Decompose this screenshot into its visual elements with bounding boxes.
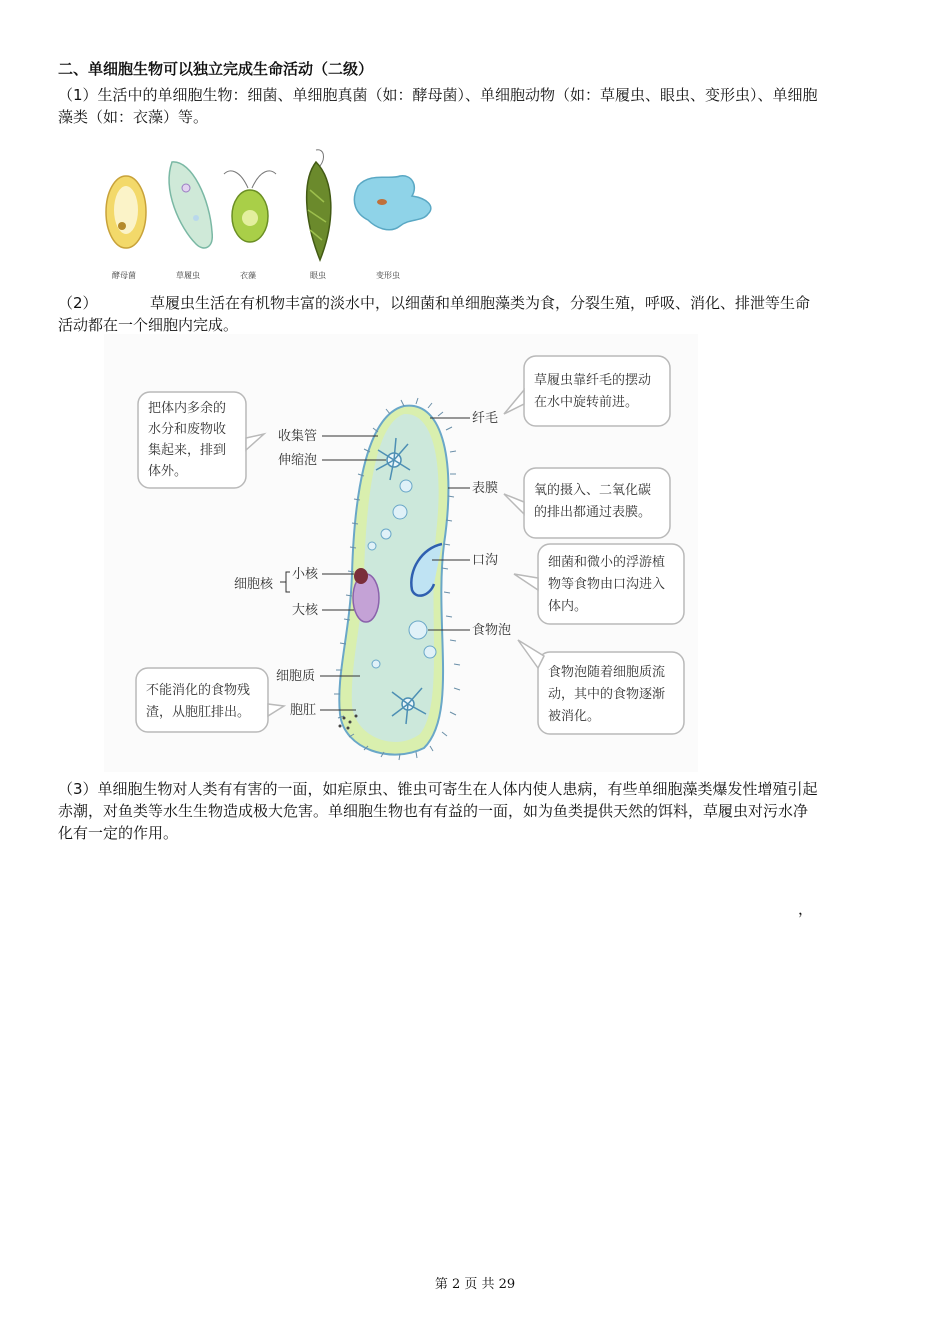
label-membrane: 表膜 bbox=[472, 481, 499, 496]
caption-amoeba: 变形虫 bbox=[376, 271, 400, 280]
bubble-undigested bbox=[136, 668, 268, 732]
page-footer: 第 2 页 共 29 bbox=[434, 1277, 516, 1292]
bubble-cilia bbox=[524, 356, 670, 426]
chlamydomonas-illustration bbox=[224, 171, 276, 242]
bubble-gas-exchange bbox=[524, 468, 670, 538]
euglena-illustration bbox=[307, 150, 331, 260]
label-macronucleus: 大核 bbox=[292, 603, 319, 618]
paragraph-2 bbox=[58, 292, 818, 336]
label-contractile-vacuole: 伸缩泡 bbox=[278, 453, 318, 468]
caption-yeast: 酵母菌 bbox=[112, 271, 136, 280]
paramecium-diagram bbox=[104, 334, 698, 772]
label-collecting-tube: 收集管 bbox=[278, 429, 318, 444]
paragraph-2-text: 草履虫生活在有机物丰富的淡水中，以细菌和单细胞藻类为食，分裂生殖，呼吸、消化、排泄等生命活动都在一个细胞内完成。 bbox=[58, 294, 811, 334]
stray-mark: ， bbox=[798, 900, 814, 918]
label-cytoplasm: 细胞质 bbox=[276, 669, 316, 684]
label-anal-pore: 胞肛 bbox=[290, 703, 317, 718]
label-food-vacuole: 食物泡 bbox=[472, 623, 512, 638]
bubble-excretion-text: 把体内多余的 水分和废物收 集起来，排到 体外。 bbox=[148, 401, 227, 479]
caption-euglena: 眼虫 bbox=[310, 271, 326, 280]
paramecium-illustration bbox=[169, 162, 212, 248]
paragraph-2-number: （2） bbox=[58, 294, 98, 312]
bubble-gas-text: 氧的摄入、二氧化碳 的排出都通过表膜。 bbox=[534, 483, 652, 520]
caption-paramecium: 草履虫 bbox=[176, 271, 200, 280]
label-nucleus: 细胞核 bbox=[234, 577, 274, 592]
bubble-feeding-text: 细菌和微小的浮游植 物等食物由口沟进入 体内。 bbox=[548, 555, 666, 614]
caption-chlamydomonas: 衣藻 bbox=[240, 271, 256, 280]
label-micronucleus: 小核 bbox=[292, 567, 319, 582]
section-heading: 二、单细胞生物可以独立完成生命活动（二级） bbox=[58, 60, 374, 78]
bubble-digestion-text: 食物泡随着细胞质流 动，其中的食物逐渐 被消化。 bbox=[548, 665, 666, 724]
yeast-illustration bbox=[106, 176, 146, 248]
bubble-cilia-text: 草履虫靠纤毛的摆动 在水中旋转前进。 bbox=[534, 373, 652, 410]
organisms-figure bbox=[100, 140, 440, 286]
paragraph-3: （3）单细胞生物对人类有有害的一面，如疟原虫、锥虫可寄生在人体内使人患病，有些单细胞藻类爆发性增殖引起赤潮，对鱼类等水生生物造成极大危害。单细胞生物也有有益的一面，如为鱼类提供天然的饵料，草履虫对污水净化有一定的作用。 bbox=[58, 780, 818, 842]
paragraph-1: （1）生活中的单细胞生物：细菌、单细胞真菌（如：酵母菌）、单细胞动物（如：草履虫、眼虫、变形虫）、单细胞藻类（如：衣藻）等。 bbox=[58, 86, 818, 126]
amoeba-illustration bbox=[354, 176, 430, 230]
bubble-undigested-text: 不能消化的食物残 渣，从胞肛排出。 bbox=[146, 683, 251, 720]
label-cilia: 纤毛 bbox=[472, 411, 499, 426]
label-oral-groove: 口沟 bbox=[472, 553, 499, 568]
